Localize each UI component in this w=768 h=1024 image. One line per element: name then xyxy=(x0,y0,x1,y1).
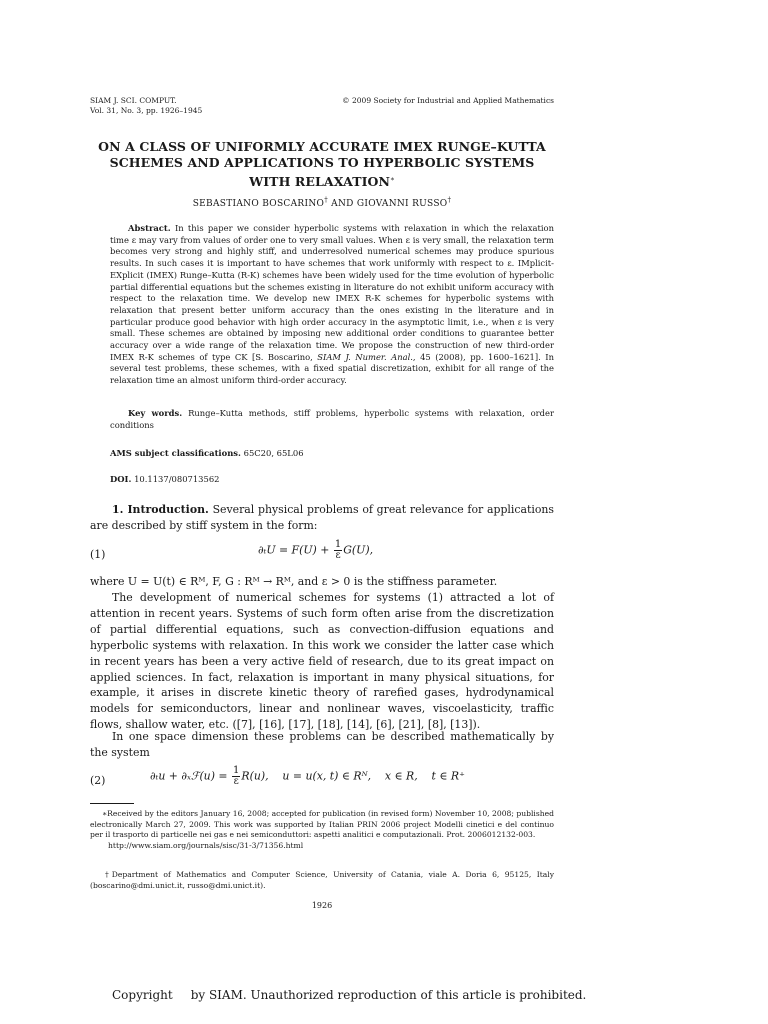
abstract-journal-ref: SIAM J. Numer. Anal. xyxy=(317,351,413,362)
section-heading: 1. Introduction. xyxy=(112,503,209,516)
doi xyxy=(110,474,220,484)
copyright-notice-left: Copyright xyxy=(112,988,173,1002)
equation-2-rhs: R(u), u = u(x, t) ∈ Rᴺ, x ∈ R, t ∈ R⁺ xyxy=(241,769,465,783)
abstract-label: Abstract. xyxy=(128,223,171,233)
footnote-affiliation xyxy=(90,870,554,891)
intro-text-2: where U = U(t) ∈ Rᴹ, F, G : Rᴹ → Rᴹ, and ε > 0 is the stiffness parameter. xyxy=(90,575,498,588)
title-line-3 xyxy=(90,171,554,190)
equation-2-frac-num: 1 xyxy=(233,765,240,776)
footnote-divider xyxy=(90,803,134,804)
equation-2-lhs: ∂ₜu + ∂ₓℱ(u) = xyxy=(150,769,228,783)
intro-paragraph-2 xyxy=(90,574,554,590)
copyright-header: © 2009 Society for Industrial and Applied Mathematics xyxy=(342,96,554,105)
doi-label: DOI. xyxy=(110,474,132,484)
author-line xyxy=(90,196,554,209)
page-number: 1926 xyxy=(311,901,333,910)
journal-citation xyxy=(90,96,202,116)
intro-text-1: Several physical problems of great relevance for applications are described by stiff system in the form: xyxy=(90,503,554,532)
equation-1-number: (1) xyxy=(90,548,106,561)
equation-1 xyxy=(90,540,554,566)
title-footnote-mark: ∗ xyxy=(390,175,395,183)
doi-value: 10.1137/080713562 xyxy=(134,474,220,484)
intro-paragraph-3 xyxy=(90,590,554,733)
author-1: SEBASTIANO BOSCARINO xyxy=(192,199,325,209)
equation-1-fraction xyxy=(334,540,342,561)
title-line-3-text: WITH RELAXATION xyxy=(249,174,391,190)
copyright-notice xyxy=(112,988,586,1002)
intro-text-3: The development of numerical schemes for systems (1) attracted a lot of attention in recent years. Systems of such form often arise from the discretization of partial differential equations, such as convection-diffusion equations and hyperbolic systems with relaxation. In this work we consider the latter case which in recent years has been a very active field of research, due to its great impact on applied sciences. In fact, relaxation is important in many physical situations, for example, it arises in discrete kinetic theory of rarefied gases, hydrodynamical models for semiconductors, linear and nonlinear waves, viscoelasticity, traffic flows, shallow water, etc. ([7], [16], [17], [18], [14], [6], [21], [8], [13]). xyxy=(90,591,554,732)
intro-text-4: In one space dimension these problems can be described mathematically by the system xyxy=(90,730,554,759)
ams-classification xyxy=(110,448,304,458)
keywords-label: Key words. xyxy=(128,408,183,418)
keywords xyxy=(110,408,554,431)
equation-2-fraction xyxy=(232,766,240,787)
equation-1-rhs: G(U), xyxy=(343,543,374,557)
author-and: AND xyxy=(331,199,354,209)
equation-1-lhs: ∂ₜU = F(U) + xyxy=(258,543,330,557)
author-2: GIOVANNI RUSSO xyxy=(356,199,448,209)
article-title xyxy=(90,139,554,190)
keywords-text: Runge–Kutta methods, stiff problems, hyperbolic systems with relaxation, order conditions xyxy=(110,408,555,430)
journal-name: SIAM J. SCI. COMPUT. xyxy=(90,96,177,105)
footnote-url[interactable]: http://www.siam.org/journals/sisc/31-3/71356.html xyxy=(108,840,304,850)
equation-2 xyxy=(90,766,554,792)
footnote-received-text: ∗Received by the editors January 16, 2008; accepted for publication (in revised form) November 10, 2008; published electronically March 27, 2009. This work was supported by Italian PRIN 2006 project Modelli cinetici e del continuo per il trasporto di particelle nei gas e nei semiconduttori: aspetti analitici e computazionali. Prot. 2006012132-003. xyxy=(90,809,554,839)
equation-2-frac-den: ε xyxy=(233,776,239,787)
abstract xyxy=(110,223,554,387)
ams-codes: 65C20, 65L06 xyxy=(243,448,304,458)
equation-1-expression xyxy=(258,540,373,561)
footnote-received xyxy=(90,809,554,851)
copyright-notice-right: by SIAM. Unauthorized reproduction of this article is prohibited. xyxy=(190,988,587,1002)
ams-label: AMS subject classifications. xyxy=(110,448,241,458)
author-1-mark: † xyxy=(324,196,328,204)
title-line-2: SCHEMES AND APPLICATIONS TO HYPERBOLIC SYSTEMS xyxy=(109,155,535,170)
equation-2-number: (2) xyxy=(90,774,106,787)
intro-paragraph-4 xyxy=(90,729,554,761)
journal-volume: Vol. 31, No. 3, pp. 1926–1945 xyxy=(90,106,203,115)
introduction-paragraph-1 xyxy=(90,502,554,534)
footnote-affiliation-text: †Department of Mathematics and Computer Science, University of Catania, viale A. Doria 6, 95125, Italy (boscarino@dmi.unict.it, russo@dmi.unict.it). xyxy=(90,870,554,890)
author-2-mark: † xyxy=(447,196,452,204)
equation-2-expression xyxy=(150,766,465,787)
abstract-text: In this paper we consider hyperbolic systems with relaxation in which the relaxation time ε may vary from values of order one to very small values. When ε is very small, the relaxation term becomes very strong and highly stiff, and underresolved numerical schemes may produce spurious results. In such cases it is important to have schemes that work uniformly with respect to ε. IMplicit-EXplicit (IMEX) Runge–Kutta (R-K) schemes have been widely used for the time evolution of hyperbolic partial differential equations but the schemes existing in literature do not exhibit uniform accuracy with respect to the relaxation time. We develop new IMEX R-K schemes for hyperbolic systems with relaxation that present better uniform accuracy than the ones existing in the literature and in particular produce good behavior with high order accuracy in the asymptotic limit, i.e., when ε is very small. These schemes are obtained by imposing new additional order conditions to guarantee better accuracy over a wide range of the relaxation time. We propose the construction of new third-order IMEX R-K schemes of type CK [S. Boscarino, xyxy=(110,223,554,362)
abstract-text-end: , 45 (2008), pp. 1600–1621]. In several test problems, these schemes, with a fixed spatial discretization, exhibit for all range of the relaxation time an almost uniform third-order accuracy. xyxy=(110,351,554,386)
title-line-1: ON A CLASS OF UNIFORMLY ACCURATE IMEX RUNGE–KUTTA xyxy=(98,139,546,154)
equation-1-frac-num: 1 xyxy=(334,539,342,550)
equation-1-frac-den: ε xyxy=(335,550,341,561)
